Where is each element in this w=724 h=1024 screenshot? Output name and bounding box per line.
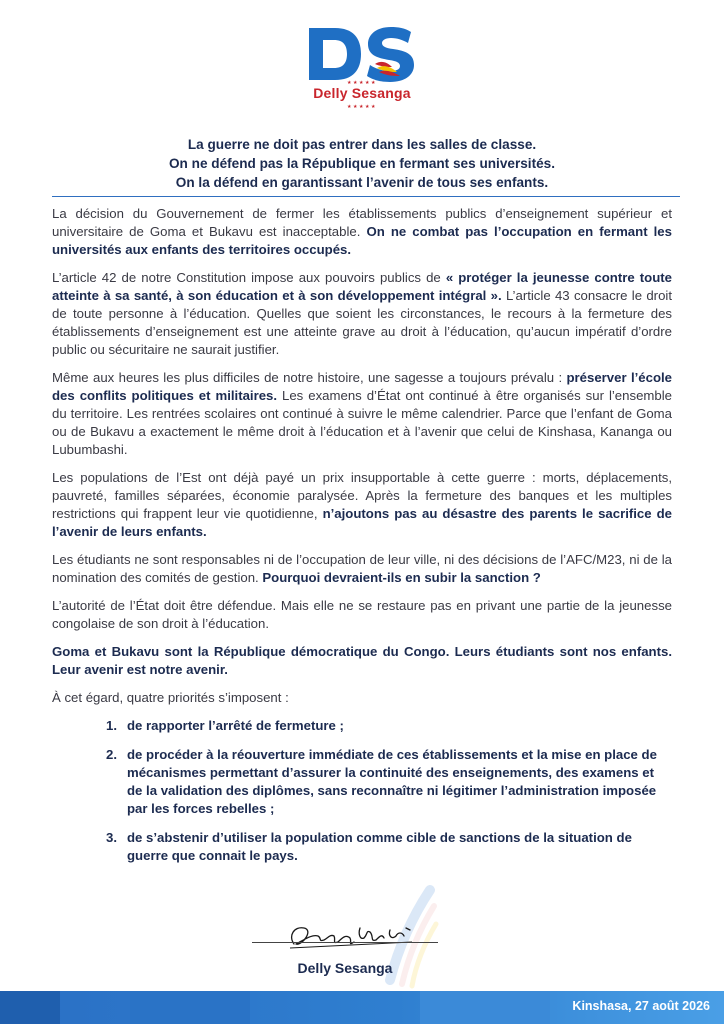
priorities-intro: À cet égard, quatre priorités s’imposent : xyxy=(52,690,289,705)
list-item xyxy=(52,717,672,735)
list-number: 1. xyxy=(106,718,117,733)
list-text: de s’abstenir d’utiliser la population comme cible de sanctions de la situation de guerre que connait le pays. xyxy=(127,830,632,863)
footer-bar xyxy=(0,991,724,1024)
headline xyxy=(40,135,684,192)
paragraph-text: Même aux heures les plus difficiles de notre histoire, une sagesse a toujours prévalu : xyxy=(52,370,567,385)
headline-line-2: On ne défend pas la République en fermant ses universités. xyxy=(168,156,555,171)
paragraph-5 xyxy=(52,551,672,587)
paragraph-text: L’article 42 de notre Constitution impose aux pouvoirs publics de xyxy=(52,270,446,285)
paragraph-emphasis: On ne combat pas l’occupation en fermant les universités aux enfants des territoires occupés. xyxy=(52,224,672,257)
paragraph-emphasis: préserver l’école des conflits politiques et militaires. xyxy=(52,370,672,403)
signatory-name: Delly Sesanga xyxy=(297,960,393,976)
ds-logo-mark xyxy=(305,24,419,86)
paragraph-1 xyxy=(52,205,672,259)
paragraph-text: Les étudiants ne sont responsables ni de l’occupation de leur ville, ni des décisions de l’AFC/M23, ni de la nomination des comités de gestion. xyxy=(52,552,672,585)
place-date: Kinshasa, 27 août 2026 xyxy=(572,999,710,1013)
logo-stars-top: ★★★★★ xyxy=(347,80,377,86)
paragraph-2 xyxy=(52,269,672,359)
bold-paragraph: Goma et Bukavu sont la République démocratique du Congo. Leurs étudiants sont nos enfants. Leur avenir est notre avenir. xyxy=(52,644,672,677)
list-text: de procéder à la réouverture immédiate de ces établissements et la mise en place de mécanismes permettant d’assurer la continuité des enseignements, des examens et de la validation des diplômes, sans reconnaître ni légitimer l’administration imposée par les forces rebelles ; xyxy=(127,747,657,816)
paragraph-3 xyxy=(52,369,672,459)
paragraph-emphasis: n’ajoutons pas au désastre des parents le sacrifice de l’avenir de leurs enfants. xyxy=(52,506,672,539)
handwritten-signature xyxy=(284,918,414,954)
logo-name: Delly Sesanga xyxy=(313,85,411,101)
footer-segment xyxy=(420,991,550,1024)
paragraph-4 xyxy=(52,469,672,541)
list-item xyxy=(52,746,672,818)
paragraph-text: L’article 43 consacre le droit de toute personne à l’éducation. Quelles que soient les circonstances, le recours à la fermeture des établissements d’enseignement est une atteinte grave au droit à l’éducation, qu’aucun impératif d’ordre public ou sécuritaire ne saurait justifier. xyxy=(52,288,672,357)
paragraph-text: Les populations de l’Est ont déjà payé un prix insupportable à cette guerre : morts, déplacements, pauvreté, familles séparées, économie paralysée. Après la fermeture des banques et les multiples restrictions qui frappent leur vie quotidienne, xyxy=(52,470,672,521)
list-item xyxy=(52,829,672,865)
headline-line-3: On la défend en garantissant l’avenir de tous ses enfants. xyxy=(175,175,549,190)
priorities-list xyxy=(52,717,672,865)
logo xyxy=(305,24,419,114)
logo-stars-bottom: ★★★★★ xyxy=(347,104,377,110)
paragraph-text: La décision du Gouvernement de fermer les établissements publics d’enseignement supérieur et universitaire de Goma et Bukavu est inacceptable. xyxy=(52,206,672,239)
footer-segment xyxy=(130,991,250,1024)
paragraph-emphasis: « protéger la jeunesse contre toute atteinte à sa santé, à son éducation et à son développement intégral ». xyxy=(52,270,672,303)
paragraph-text: Les examens d’État ont continué à être organisés sur l’ensemble du territoire. Les rentrées scolaires ont continué à suivre le même calendrier. Parce que l’enfant de Goma ou de Bukavu a exactement le même droit à l’éducation et à l’avenir que celui de Kinshasa, Kananga ou Lubumbashi. xyxy=(52,388,672,457)
signature-line xyxy=(252,942,438,943)
list-text: de rapporter l’arrêté de fermeture ; xyxy=(127,718,344,733)
headline-line-1: La guerre ne doit pas entrer dans les salles de classe. xyxy=(187,137,537,152)
headline-divider xyxy=(52,196,680,197)
statement-body xyxy=(52,205,672,876)
footer-segment xyxy=(0,991,60,1024)
paragraph-emphasis: Pourquoi devraient-ils en subir la sanction ? xyxy=(262,570,541,585)
list-number: 3. xyxy=(106,830,117,845)
list-number: 2. xyxy=(106,747,117,762)
paragraph-text: L’autorité de l’État doit être défendue. Mais elle ne se restaure pas en privant une partie de la jeunesse congolaise de son droit à l’éducation. xyxy=(52,598,672,631)
paragraph-6 xyxy=(52,597,672,633)
